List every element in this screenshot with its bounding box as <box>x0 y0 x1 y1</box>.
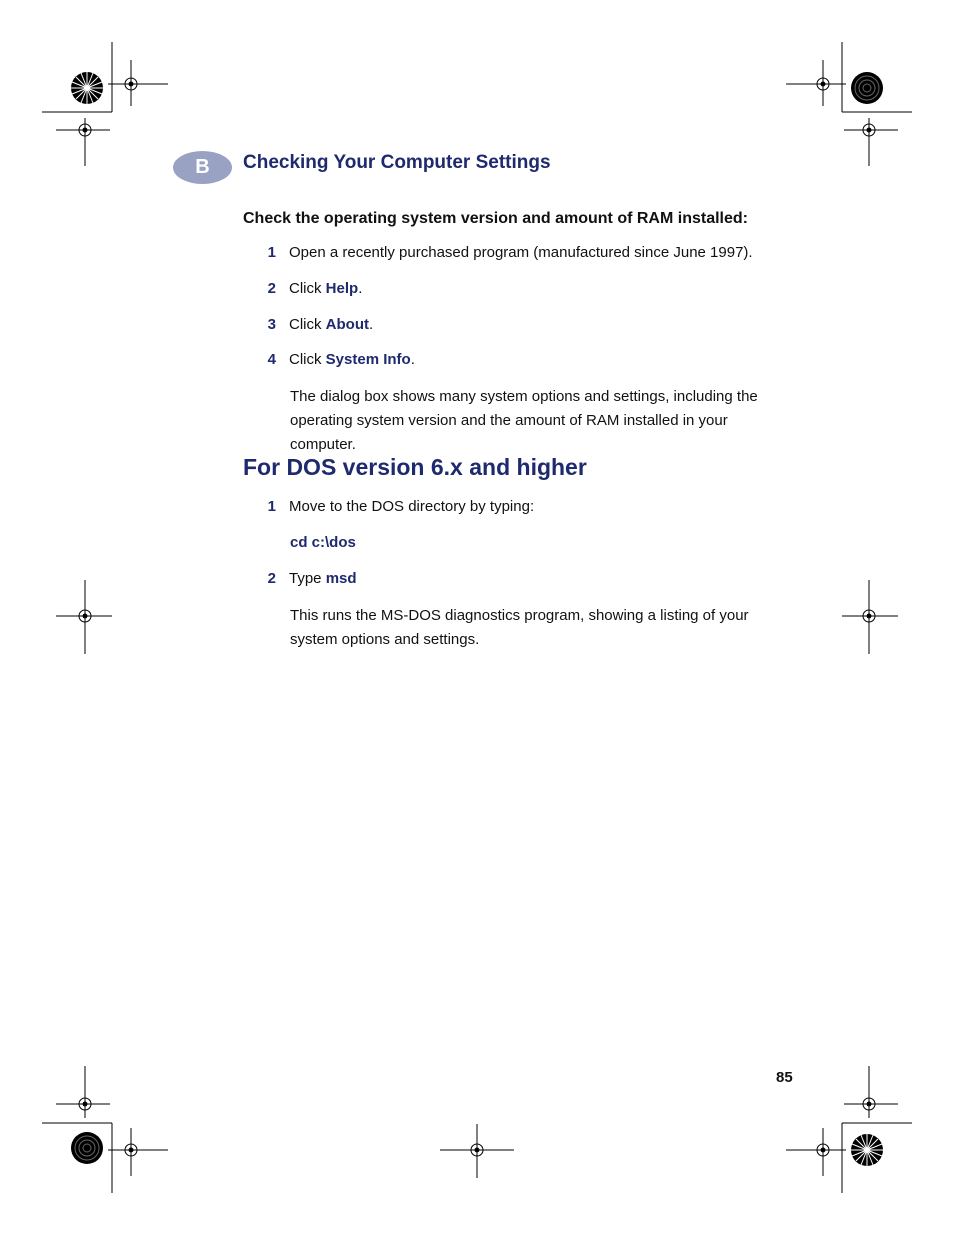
step-suffix: . <box>369 316 374 333</box>
menu-keyword-about: About <box>325 316 369 333</box>
step-text: Click <box>289 280 326 297</box>
starburst-target-br <box>851 1134 883 1166</box>
menu-keyword-system-info: System Info <box>325 351 411 368</box>
step-item <box>262 280 362 297</box>
step-number: 3 <box>267 316 276 333</box>
page-number: 85 <box>776 1069 793 1086</box>
step-number: 1 <box>267 498 276 515</box>
step-text: Open a recently purchased program (manufactured since June 1997). <box>289 244 753 261</box>
step-number: 2 <box>267 280 276 297</box>
step-note: This runs the MS-DOS diagnostics program, showing a listing of your system options and settings. <box>290 607 749 648</box>
section-title: For DOS version 6.x and higher <box>243 454 587 480</box>
step-number: 1 <box>267 244 276 261</box>
step-item <box>262 316 373 333</box>
section-heading: Check the operating system version and amount of RAM installed: <box>243 210 748 227</box>
step-note: The dialog box shows many system options and settings, including the operating system version and the amount of RAM installed in your computer. <box>290 388 758 453</box>
concentric-target-tr <box>851 72 883 104</box>
step-text: Move to the DOS directory by typing: <box>289 498 535 515</box>
step-text: Click <box>289 351 326 368</box>
command-keyword-msd: msd <box>325 570 357 587</box>
step-item <box>262 498 534 515</box>
command-text: cd c:\dos <box>290 534 356 551</box>
step-number: 4 <box>267 351 276 368</box>
concentric-target-bl <box>71 1132 103 1164</box>
chapter-title: Checking Your Computer Settings <box>243 152 551 173</box>
menu-keyword-help: Help <box>325 280 359 297</box>
step-suffix: . <box>410 351 415 368</box>
step-item <box>262 570 357 587</box>
step-suffix: . <box>358 280 363 297</box>
chapter-letter: B <box>195 156 210 178</box>
step-item <box>262 244 753 261</box>
starburst-target-tl <box>71 72 103 104</box>
step-item <box>262 351 415 368</box>
step-text: Click <box>289 316 326 333</box>
step-text: Type <box>289 570 326 587</box>
step-number: 2 <box>267 570 276 587</box>
chapter-badge <box>173 151 232 184</box>
